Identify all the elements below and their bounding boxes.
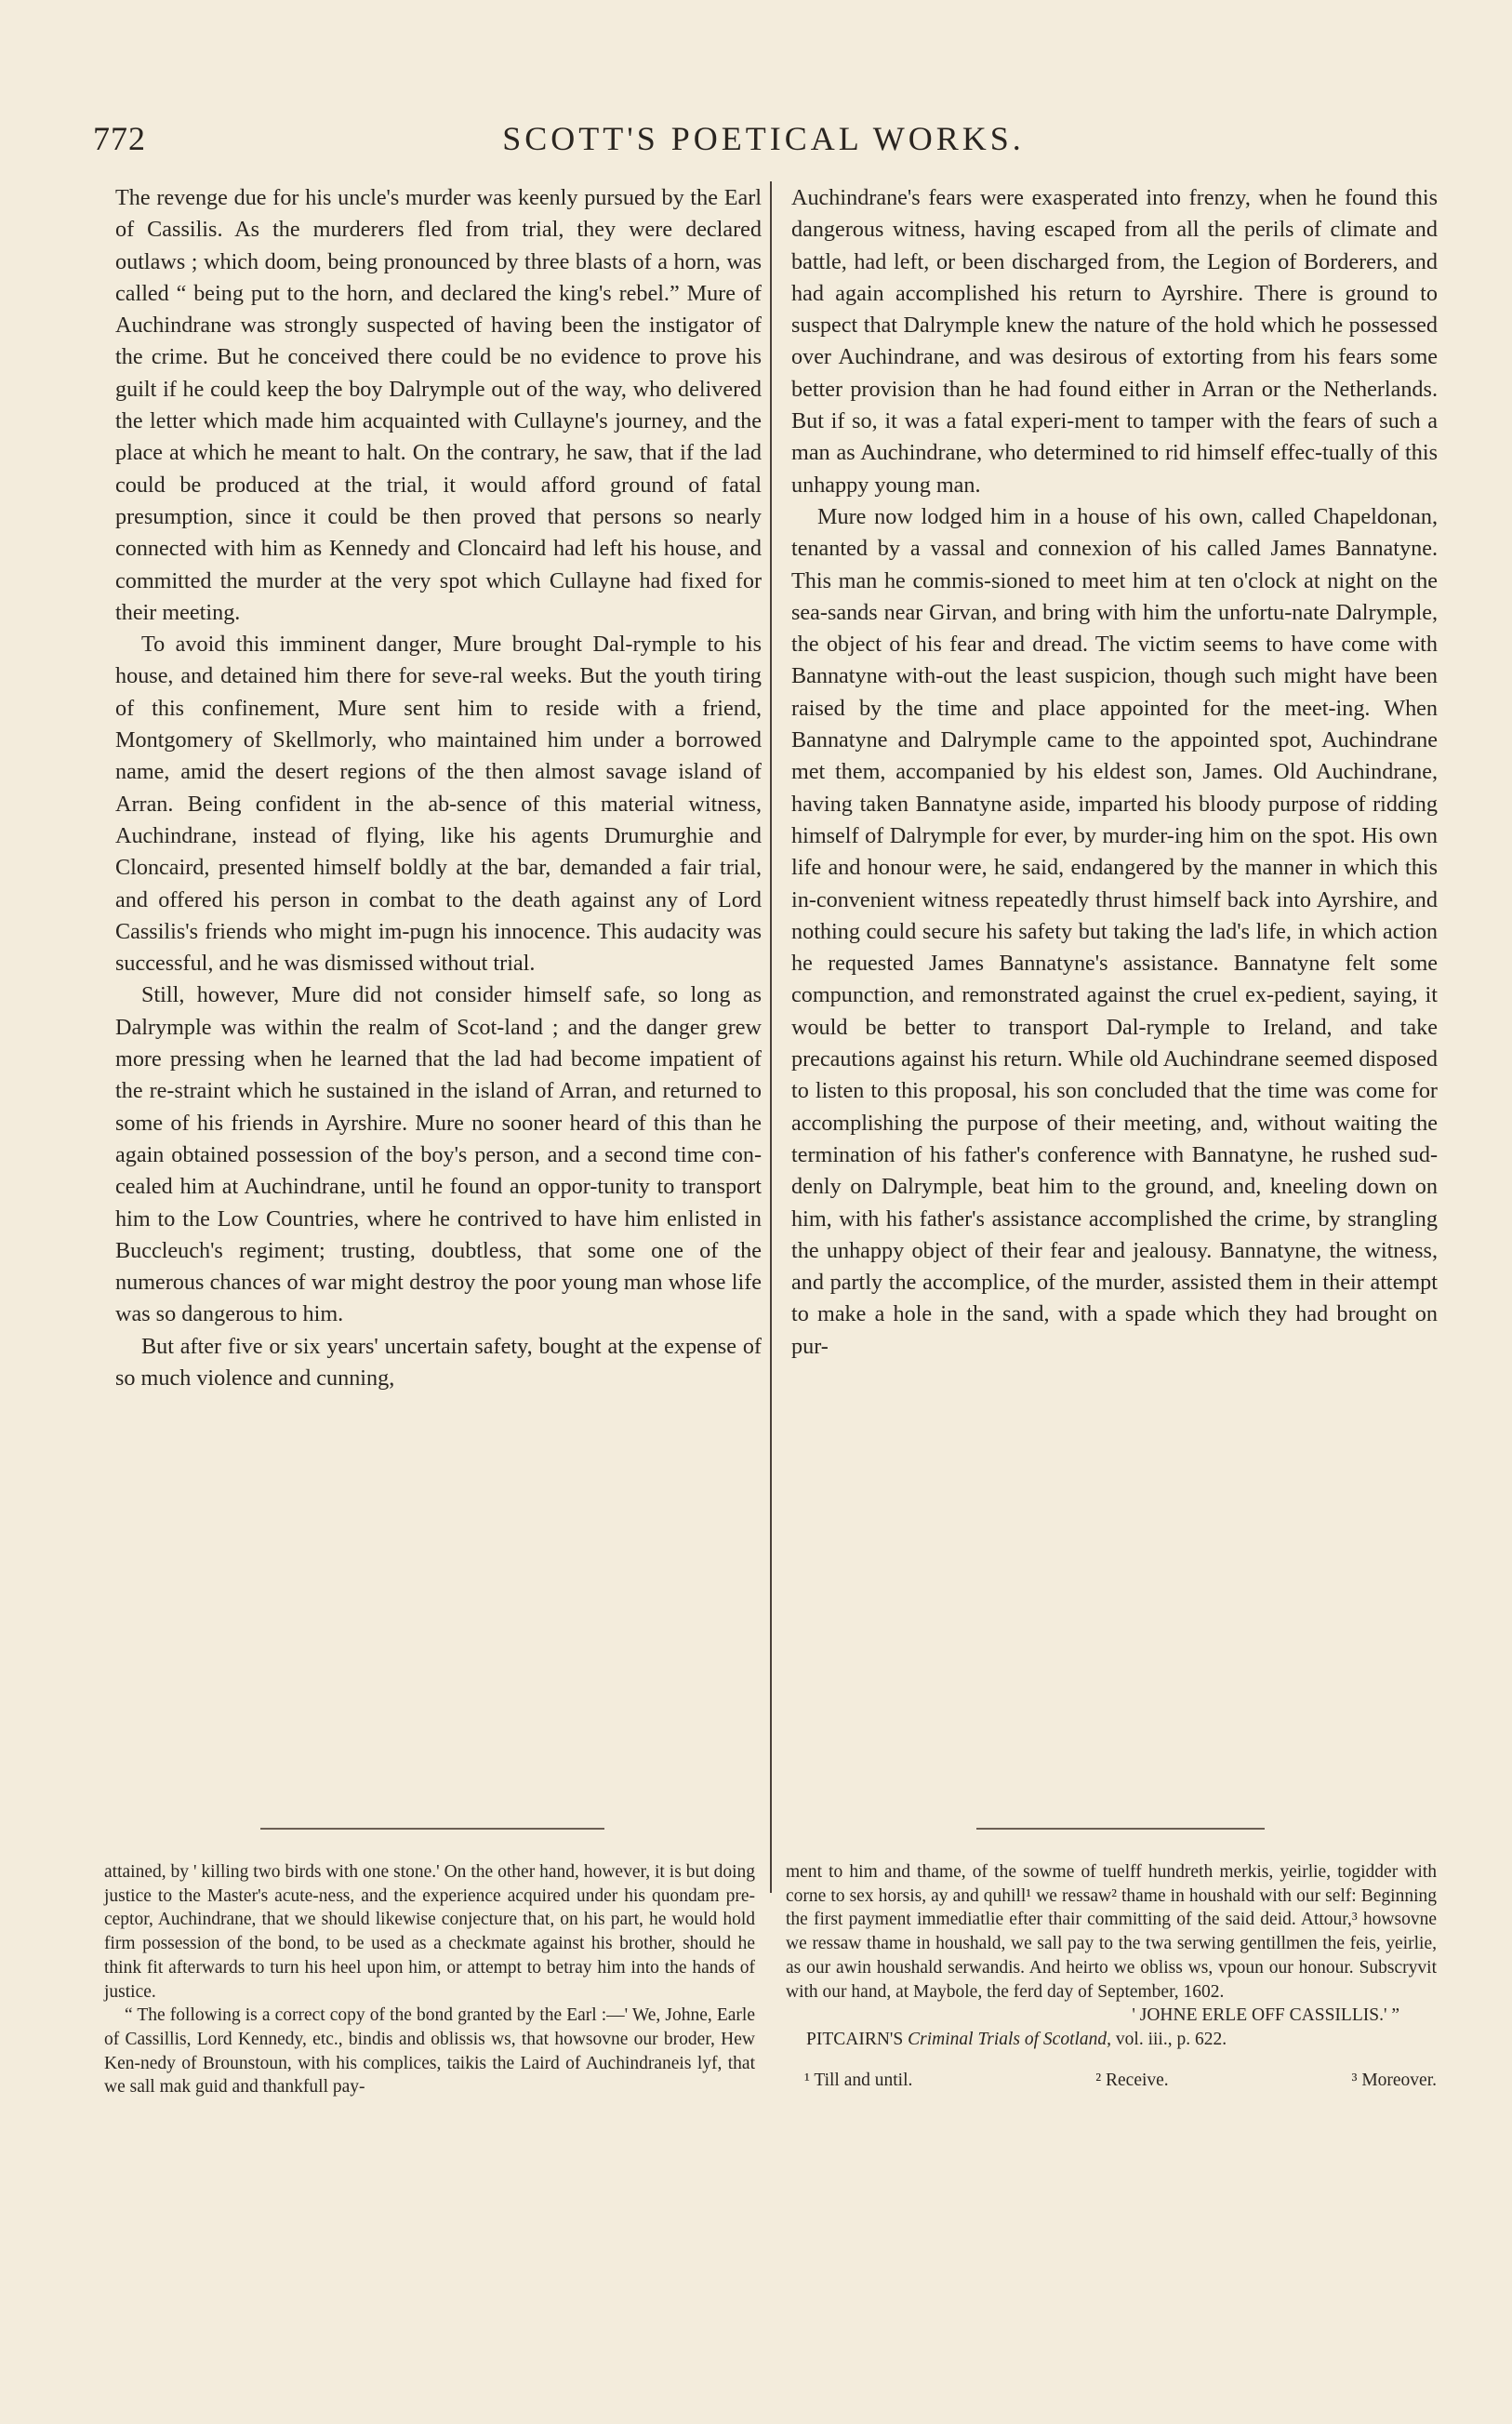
citation-ref: vol. iii., p. 622. [1115,2029,1227,2049]
right-column [791,182,1438,1363]
page-header [93,119,1434,166]
paragraph: Still, however, Mure did not consider himself safe, so long as Dalrymple was within the realm of Scot-land ; and the danger grew more pressing when he learned that the lad had become impatient of the re-straint which he sustained in the island of Arran, and returned to some of his friends in Ayrshire. Mure no sooner heard of this than he again obtained possession of the boy's person, and a second time con-cealed him at Auchindrane, until he found an oppor-tunity to transport him to the Low Countries, where he contrived to have him enlisted in Buccleuch's regiment; trusting, doubtless, that some one of the numerous chances of war might destroy the poor young man whose life was so dangerous to him. [115,982,762,1327]
citation-author: PITCAIRN'S [806,2029,904,2049]
footnote-divider [976,1828,1265,1830]
citation [786,2028,1437,2052]
gloss-note: ³ Moreover. [1351,2070,1437,2090]
running-title: SCOTT'S POETICAL WORKS. [502,120,1025,157]
paragraph: The revenge due for his uncle's murder was keenly pursued by the Earl of Cassilis. As the murderers fled from trial, they were declared outlaws ; which doom, being pronounced by three blasts of a horn, was called “ being put to the horn, and declared the king's rebel.” Mure of Auchindrane was strongly suspected of having been the instigator of the crime. But he conceived there could be no evidence to prove his guilt if he could keep the boy Dalrymple out of the way, who delivered the letter which made him acquainted with Cullayne's journey, and the place at which he meant to halt. On the contrary, he saw, that if the lad could be produced at the trial, it would afford ground of fatal presumption, since it could be then proved that persons so nearly connected with him as Kennedy and Cloncaird had left his house, and committed the murder at the very spot which Cullayne had fixed for their meeting. [115,185,762,625]
paragraph: Auchindrane's fears were exasperated into frenzy, when he found this dangerous witness, having escaped from all the perils of climate and battle, had left, or been discharged from, the Legion of Borderers, and had again accomplished his return to Ayrshire. There is ground to suspect that Dalrymple knew the nature of the hold which he possessed over Auchindrane, and was desirous of extorting from his fears some better provision than he had found either in Arran or the Netherlands. But if so, it was a fatal experi-ment to tamper with the fears of such a man as Auchindrane, who determined to rid himself effec-tually of this unhappy young man. [791,185,1438,498]
citation-title: Criminal Trials of Scotland, [908,2029,1112,2049]
signature: ' JOHNE ERLE OFF CASSILLIS.' ” [1132,2005,1399,2026]
footnotes-right [786,1860,1437,2092]
footnote-text: “ The following is a correct copy of the bond granted by the Earl :—' We, Johne, Earle of Cassillis, Lord Kennedy, etc., bindis and oblissis ws, that howsovne our broder, Hew Ken-nedy of Brounstoun, with his complices, taikis the Laird of Auchindraneis lyf, that we sall mak guid and thankfull pay- [104,2005,755,2098]
page-number: 772 [93,120,146,157]
footnote-text: ment to him and thame, of the sowme of tuelff hundreth merkis, yeirlie, togidder with corne to sex horsis, ay and quhill¹ we ressaw² thame in houshald with our self: Beginning the first payment immediatlie efter thair committing of the said deid. Attour,³ howsovne we ressaw thame in houshald, we sall pay to the twa serwing gentillmen the feis, yeirlie, as our awin houshald serwandis. And heirto we obliss ws, vpoun our honour. Subscryvit with our hand, at Maybole, the ferd day of September, 1602. [786,1862,1437,2002]
gloss-note: ² Receive. [1095,2070,1169,2090]
footnote-text: attained, by ' killing two birds with one stone.' On the other hand, however, it is but doing justice to the Master's acute-ness, and the experience acquired under his quondam pre-ceptor, Auchindrane, that we should likewise conjecture that, on his part, he would hold firm possession of the bond, to be used as a checkmate against his brother, should he think fit afterwards to turn his heel upon him, or attempt to betray him into the hands of justice. [104,1862,755,2002]
footnotes-left [104,1860,755,2099]
column-rule [770,181,772,1893]
paragraph: Mure now lodged him in a house of his own, called Chapeldonan, tenanted by a vassal and connexion of his called James Bannatyne. This man he commis-sioned to meet him at ten o'clock at night on the sea-sands near Girvan, and bring with him the unfortu-nate Dalrymple, the object of his fear and dread. The victim seems to have come with Bannatyne with-out the least suspicion, though such might have been raised by the time and place appointed for the meet-ing. When Bannatyne and Dalrymple came to the appointed spot, Auchindrane met them, accompanied by his eldest son, James. Old Auchindrane, having taken Bannatyne aside, imparted his bloody purpose of ridding himself of Dalrymple for ever, by murder-ing him on the spot. His own life and honour were, he said, endangered by the manner in which this in-convenient witness repeatedly thrust himself back into Ayrshire, and nothing could secure his safety but taking the lad's life, in which action he requested James Bannatyne's assistance. Bannatyne felt some compunction, and remonstrated against the cruel ex-pedient, saying, it would be better to transport Dal-rymple to Ireland, and take precautions against his return. While old Auchindrane seemed disposed to listen to this proposal, his son concluded that the time was come for accomplishing the purpose of their meeting, and, without waiting the termination of his father's conference with Bannatyne, he rushed sud-denly on Dalrymple, beat him to the ground, and, kneeling down on him, with his father's assistance accomplished the crime, by strangling the unhappy object of their fear and jealousy. Bannatyne, the witness, and partly the accomplice, of the murder, assisted them in their attempt to make a hole in the sand, with a spade which they had brought on pur- [791,503,1438,1359]
footnote-divider [260,1828,604,1830]
paragraph: To avoid this imminent danger, Mure brought Dal-rymple to his house, and detained him there for seve-ral weeks. But the youth tiring of this confinement, Mure sent him to reside with a friend, Montgomery of Skellmorly, who maintained him under a borrowed name, amid the desert regions of the then almost savage island of Arran. Being confident in the ab-sence of this material witness, Auchindrane, instead of flying, like his agents Drumurghie and Cloncaird, presented himself boldly at the bar, demanded a fair trial, and offered his person in combat to the death against any of Lord Cassilis's friends who might im-pugn his innocence. This audacity was successful, and he was dismissed without trial. [115,632,762,977]
paragraph: But after five or six years' uncertain safety, bought at the expense of so much violence and cunning, [115,1333,762,1391]
gloss-note: ¹ Till and until. [804,2070,913,2090]
glossary-notes [786,2069,1437,2093]
left-column [115,182,762,1394]
